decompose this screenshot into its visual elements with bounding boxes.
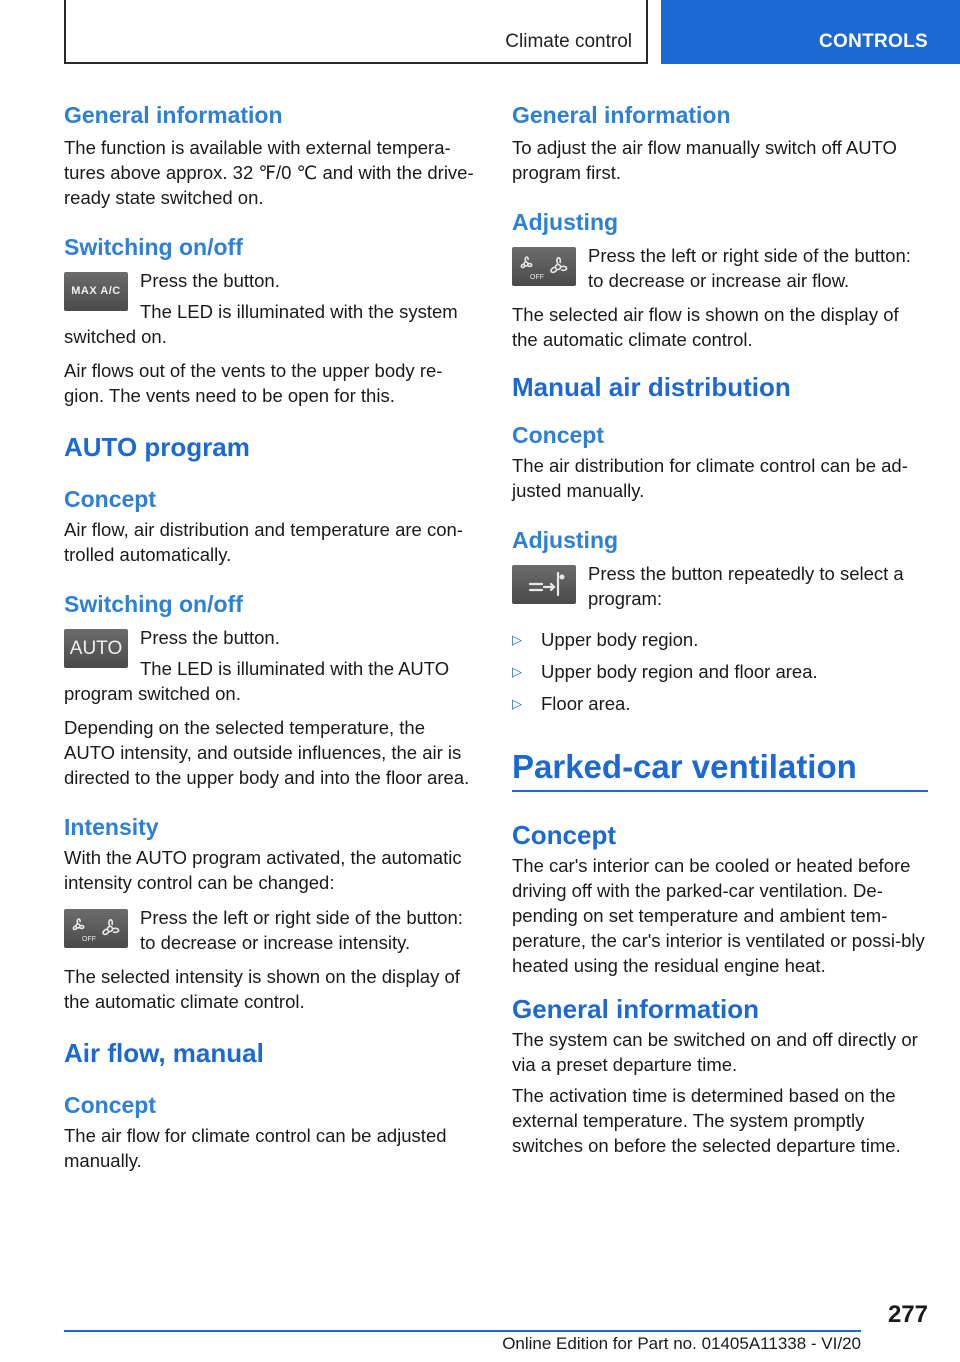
paragraph: The air flow for climate control can be adjusted manually. [64,1125,447,1171]
paragraph: The LED is illuminated with the system switched on. [64,301,458,347]
heading-air-flow-manual: Air flow, manual [64,1038,264,1068]
header-section-title: Climate control [505,31,632,52]
heading-adjusting: Adjusting [512,527,619,553]
heading-general-information: General information [512,994,760,1024]
svg-text:OFF: OFF [82,936,96,943]
list-item: ▷ Upper body region. [512,629,699,650]
paragraph: Press the left or right side of the button: to decrease or increase intensity. [140,907,463,953]
paragraph: The selected air flow is shown on the display of the automatic climate control. [512,304,899,350]
paragraph: With the AUTO program activated, the automatic intensity control can be changed: [64,847,462,893]
triangle-right-icon: ▷ [512,696,522,711]
key-row [512,243,928,293]
paragraph: The air distribution for climate control can be ad-justed manually. [512,455,908,501]
svg-text:OFF: OFF [530,274,544,281]
paragraph: The selected intensity is shown on the display of the automatic climate control. [64,966,460,1012]
paragraph: Press the button. [140,627,280,648]
paragraph: Press the left or right side of the button: to decrease or increase air flow. [588,245,911,291]
auto-button-icon: AUTO [64,629,128,668]
header-section-box [64,0,648,64]
paragraph: The system can be switched on and off directly or via a preset departure time. [512,1029,918,1075]
paragraph: To adjust the air flow manually switch off AUTO program first. [512,137,897,183]
bullet-list [512,627,928,716]
header-chapter-title: CONTROLS [818,31,928,52]
paragraph: The LED is illuminated with the AUTO program switched on. [64,658,450,704]
list-item: ▷ Floor area. [512,693,631,714]
paragraph: Depending on the selected temperature, the AUTO intensity, and outside influences, the air is directed to the upper body and into the floor area. [64,717,470,788]
heading-general-information: General information [64,102,283,128]
max-ac-button-icon: MAX A/C [64,272,128,311]
heading-concept: Concept [512,820,616,850]
list-item: ▷ Upper body region and floor area. [512,661,818,682]
page-number: 277 [887,1301,928,1328]
heading-concept: Concept [64,1092,156,1118]
key-row [64,268,480,349]
fan-button-icon [512,247,576,286]
heading-concept: Concept [512,422,604,448]
paragraph: Press the button. [140,270,280,291]
heading-auto-program: AUTO program [64,432,250,462]
heading-general-information: General information [512,102,731,128]
heading-switching-on-off: Switching on/off [64,591,243,617]
heading-switching-on-off: Switching on/off [64,234,243,260]
key-row [64,625,480,706]
heading-intensity: Intensity [64,814,159,840]
paragraph: Air flows out of the vents to the upper body re-gion. The vents need to be open for this. [64,360,443,406]
air-distribution-button-icon [512,565,576,604]
key-row [512,561,928,611]
paragraph: The car's interior can be cooled or heated before driving off with the parked-car ventilation. De-pending on set temperature and ambient tem-perature, the car's interior is ventilated or possi-bly heated using the residual engine heat. [512,855,925,976]
paragraph: The activation time is determined based on the external temperature. The system promptly switches on before the selected departure time. [512,1085,901,1156]
triangle-right-icon: ▷ [512,632,522,647]
fan-button-icon [64,909,128,948]
heading-underline [512,790,928,792]
paragraph: The function is available with external tempera-tures above approx. 32 ℉/0 ℃ and with the drive-ready state switched on. [64,137,474,208]
header-chapter-tab [661,0,960,64]
heading-concept: Concept [64,486,156,512]
heading-parked-car-ventilation: Parked-car ventilation [512,748,857,785]
heading-adjusting: Adjusting [512,209,619,235]
footer-rule [64,1330,861,1332]
left-column [64,100,480,1173]
footer-edition: Online Edition for Part no. 01405A11338 - VI/20 [502,1334,861,1353]
paragraph: Air flow, air distribution and temperature are con-trolled automatically. [64,519,463,565]
key-row [64,905,480,955]
heading-manual-air-distribution: Manual air distribution [512,372,791,402]
right-column [512,100,928,1158]
paragraph: Press the button repeatedly to select a program: [588,563,904,609]
triangle-right-icon: ▷ [512,664,522,679]
